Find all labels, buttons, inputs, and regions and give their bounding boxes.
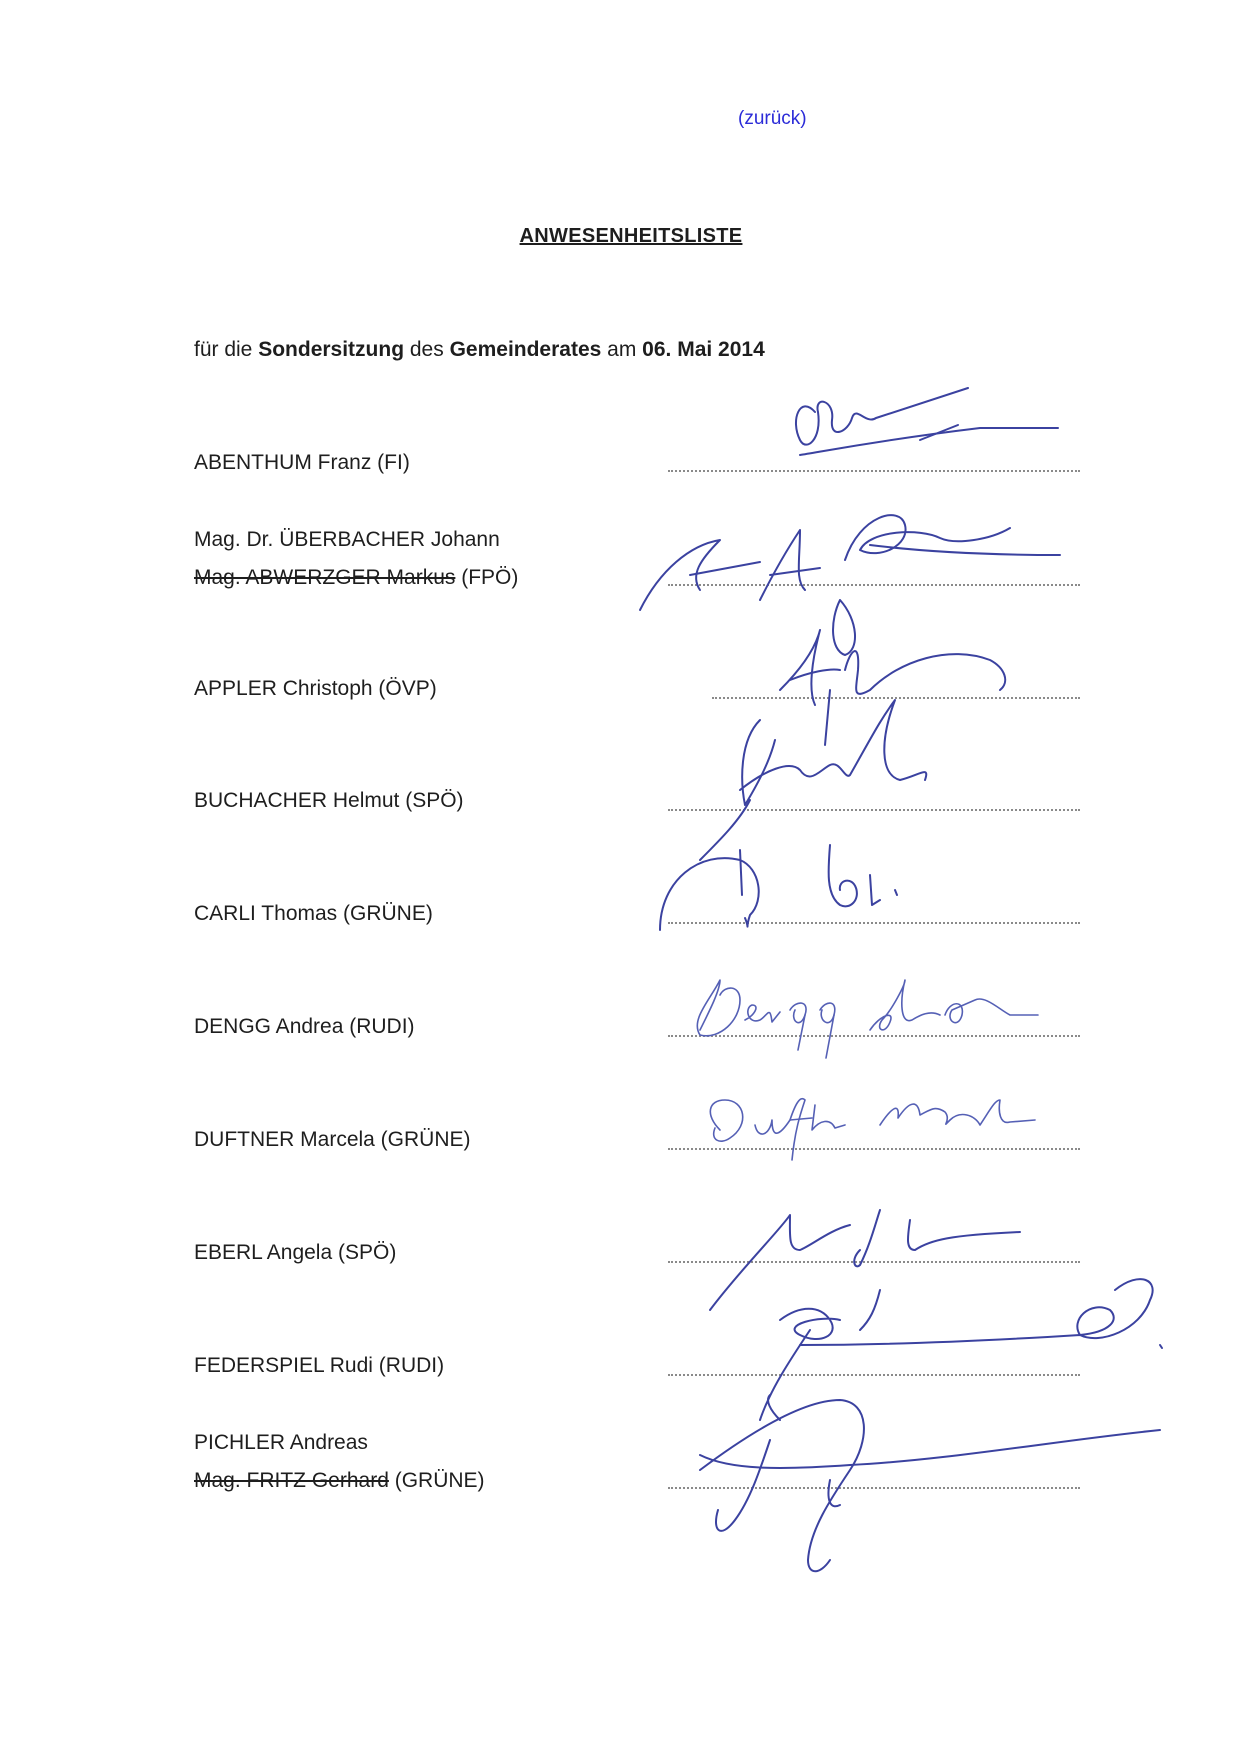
attendee-row <box>194 1234 396 1272</box>
attendee-name: EBERL Angela (SPÖ) <box>194 1241 397 1264</box>
signature-line <box>668 1487 1080 1489</box>
signature-line <box>668 922 1080 924</box>
attendee-row <box>194 521 518 597</box>
signature-line <box>668 470 1080 472</box>
attendee-name: APPLER Christoph (ÖVP) <box>194 677 437 700</box>
attendee-row <box>194 895 433 933</box>
document-subtitle <box>194 338 765 362</box>
attendee-name: DUFTNER Marcela (GRÜNE) <box>194 1128 471 1151</box>
attendee-name: CARLI Thomas (GRÜNE) <box>194 902 433 925</box>
signature-appler <box>780 630 1005 745</box>
attendee-name: ABENTHUM Franz (FI) <box>194 451 410 474</box>
subtitle-council: Gemeinderates <box>449 338 602 361</box>
signature-eberl <box>710 1210 1020 1310</box>
attendee-row <box>194 444 410 482</box>
signature-federspiel <box>760 1279 1162 1420</box>
attendee-row <box>194 1347 444 1385</box>
attendee-row <box>194 1008 415 1046</box>
attendee-row <box>194 1424 485 1500</box>
subtitle-date: 06. Mai 2014 <box>642 338 765 361</box>
signature-line <box>668 1148 1080 1150</box>
attendee-name: BUCHACHER Helmut (SPÖ) <box>194 789 464 812</box>
subtitle-text-3: am <box>601 338 643 361</box>
attendee-struck-name: Mag. FRITZ Gerhard <box>194 1469 389 1492</box>
attendee-name: DENGG Andrea (RUDI) <box>194 1015 415 1038</box>
subtitle-text-1: für die <box>194 338 259 361</box>
attendee-party: (FPÖ) <box>455 566 519 589</box>
document-title: ANWESENHEITSLISTE <box>519 225 743 247</box>
attendee-name: FEDERSPIEL Rudi (RUDI) <box>194 1354 445 1377</box>
attendee-name: Mag. Dr. ÜBERBACHER Johann <box>194 528 500 551</box>
attendee-name: PICHLER Andreas <box>194 1431 368 1454</box>
signature-abenthum <box>796 388 1058 455</box>
attendee-row <box>194 782 464 820</box>
attendee-row <box>194 670 437 708</box>
signature-line <box>668 1261 1080 1263</box>
signature-line <box>668 809 1080 811</box>
signature-line <box>668 1374 1080 1376</box>
attendee-party: (GRÜNE) <box>388 1469 485 1492</box>
attendee-row <box>194 1121 471 1159</box>
signature-pichler <box>700 1395 1160 1571</box>
signature-dengg <box>697 980 1038 1058</box>
signature-carli <box>660 845 897 930</box>
signature-line <box>668 1035 1080 1037</box>
back-link[interactable]: (zurück) <box>738 108 807 129</box>
signature-line <box>668 584 1080 586</box>
signature-duftner <box>710 1099 1035 1160</box>
signature-buchacher <box>700 700 926 860</box>
signature-line <box>712 697 1080 699</box>
subtitle-text-2: des <box>404 338 450 361</box>
subtitle-session-type: Sondersitzung <box>258 338 405 361</box>
attendee-struck-name: Mag. ABWERZGER Markus <box>194 566 456 589</box>
